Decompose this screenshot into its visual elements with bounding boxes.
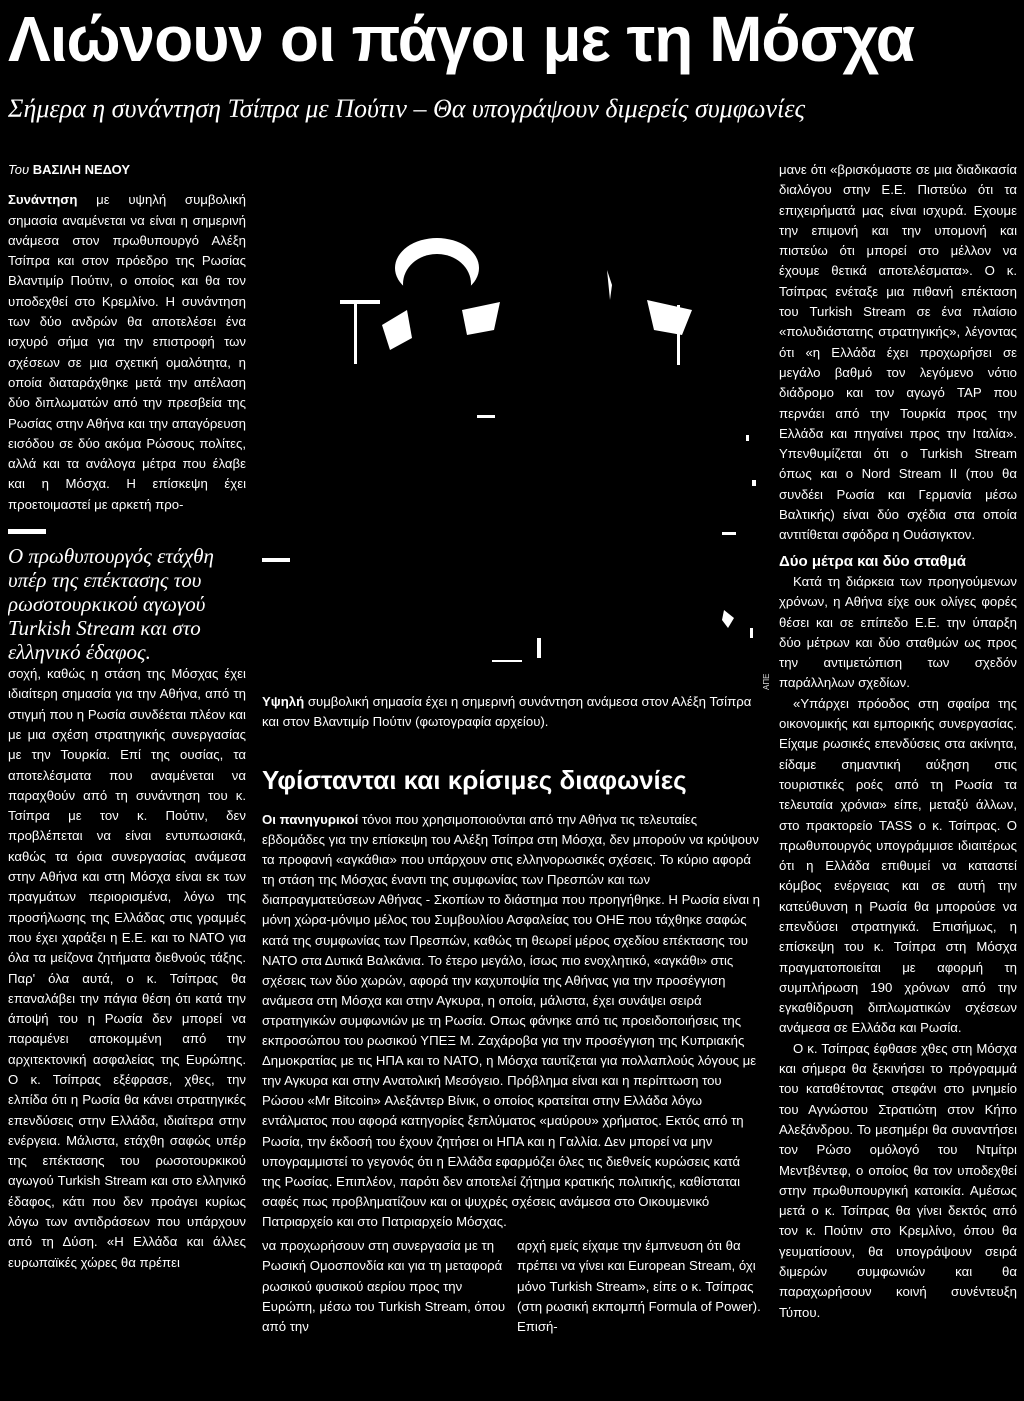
right-paragraph-3: «Υπάρχει πρόοδος στη σφαίρα της οικονομικής και εμπορικής συνεργασίας. Είχαμε ρωσικές επενδύσεις στα ακίνητα, είδαμε σημαντική αύξηση στις τουριστικές ροές από τη Ρωσία τα τελευταία χρόνια» είπε, μεταξύ άλλων, στο πρακτορείο TASS ο κ. Τσίπρας. Ο πρωθυπουργός υπογράμμισε ιδιαιτέρως ότι η Ελλάδα επιθυμεί να καταστεί κόμβος ενέργειας και σε αυτή την κατεύθυνση η Ρωσία θα μπορούσε να επενδύσει στρατηγικά. Επισήμως, η επίσκεψη του κ. Τσίπρα στη Μόσχα πραγματοποιείται με αφορμή τη συμπλήρωση 190 χρόνων από την εγκαθίδρυση διπλωματικών σχέσεων ανάμεσα σε Ελλάδα και Ρωσία. xyxy=(779,695,1017,1036)
photo-credit: ΑΠΕ xyxy=(762,673,771,690)
headline: Λιώνουν οι πάγοι με τη Μόσχα xyxy=(8,3,915,75)
subheadline: Σήμερα η συνάντηση Τσίπρα με Πούτιν – Θα υπογράψουν διμερείς συμφωνίες xyxy=(8,94,806,123)
byline-prefix: Του xyxy=(8,162,30,177)
box-title: Υφίστανται και κρίσιμες διαφωνίες xyxy=(262,765,687,795)
byline xyxy=(8,160,246,180)
left-text-1: με υψηλή συμβολική σημασία αναμένεται να είναι η σημερινή ανάμεσα στον πρωθυπουργό Αλέξη Τσίπρα και στον πρόεδρο της Ρωσίας Βλαντιμίρ Πούτιν, ο οποίος και θα τον υποδεχθεί στο Κρεμλίνο. Η συνάντηση των δύο ανδρών θα αποτελέσει ένα ισχυρό σήμα για την επιστροφή των σχέσεων σε μια σχετική ομαλότητα, η οποία διαταράχθηκε μετά την απέλαση δύο διπλωματών από την πρεσβεία της Ρωσίας στην Αθήνα και την απαγόρευση εισόδου σε δύο ακόμα Ρώσους πολίτες, αλλά και τα ανάλογα μέτρα που έλαβε και η Μόσχα. Η επίσκεψη έχει προετοιμαστεί με αρκετή προ- xyxy=(8,192,246,512)
pull-quote: Ο πρωθυπουργός ετάχθη υπέρ της επέκτασης του ρωσοτουρκικού αγωγού Turkish Stream και στο ελληνικό έδαφος. xyxy=(8,544,214,665)
right-paragraph-2: Κατά τη διάρκεια των προηγούμενων χρόνων, η Αθήνα είχε ουκ ολίγες φορές θέσει και σε επίπεδο Ε.Ε. την ύπαρξη δύο μέτρων και δύο σταθμών ως προς την αντιμετώπιση των σχεδόν παράλληλων σχεδίων. xyxy=(779,573,1017,691)
photo-caption xyxy=(262,692,762,732)
photo-image xyxy=(262,160,762,690)
right-paragraph-4: Ο κ. Τσίπρας έφθασε χθες στη Μόσχα και σήμερα θα ξεκινήσει το πρόγραμμά του καταθέτοντας στεφάνι στο μνημείο του Αγνώστου Στρατιώτη στον Κήπο Αλεξάνδρου. Το μεσημέρι θα συναντήσει τον Ρώσο ομόλογό του Ντμίτρι Μεντβέντεφ, ο οποίος θα τον υποδεχθεί στην πρωθυπουργική κατοικία. Αμέσως μετά ο κ. Τσίπρας θα γίνει δεκτός από τον κ. Πούτιν στο Κρεμλίνο, όπου θα γευματίσουν, θα υπογράψουν σειρά διμερών συμφωνιών και θα παραχωρήσουν κοινή συνέντευξη Τύπου. xyxy=(779,1040,1017,1320)
bottom-column-1: να προχωρήσουν στη συνεργασία με τη Ρωσική Ομοσπονδία και για τη μεταφορά ρωσικού φυσικού αερίου προς την Ευρώπη, μέσω του Turkish Stream, όπου από την xyxy=(262,1238,506,1335)
bottom-column-2: αρχή εμείς είχαμε την έμπνευση ότι θα πρέπει να γίνει και European Stream, όχι μόνο Turkish Stream», είπε ο κ. Τσίπρας (στη ρωσική εκπομπή Formula of Power). Επισή- xyxy=(517,1238,761,1335)
photo xyxy=(262,160,762,690)
box-lead: Οι πανηγυρικοί xyxy=(262,812,359,827)
right-column xyxy=(779,160,1017,1400)
left-paragraph-1 xyxy=(8,190,246,515)
lead-word: Συνάντηση xyxy=(8,192,78,208)
right-subheading: Δύο μέτρα και δύο σταθμά xyxy=(779,552,966,570)
left-column xyxy=(8,160,246,1400)
box-body xyxy=(262,810,762,1230)
pull-quote-rule xyxy=(8,529,46,534)
caption-text: συμβολική σημασία έχει η σημερινή συνάντηση ανάμεσα στον Αλέξη Τσίπρα και στον Βλαντιμίρ Πούτιν (φωτογραφία αρχείου). xyxy=(262,694,752,729)
byline-name: ΒΑΣΙΛΗ ΝΕΔΟΥ xyxy=(32,162,131,177)
box-text: τόνοι που χρησιμοποιούνται από την Αθήνα τις τελευταίες εβδομάδες για την επίσκεψη του Αλέξη Τσίπρα στη Μόσχα, δεν μπορούν να κρύψουν τα προφανή «αγκάθια» που υπάρχουν στις ελληνορωσικές σχέσεις. Το κύριο αφορά τη στάση της Μόσχας έναντι της συμφωνίας των Πρεσπών και των διαπραγματεύσεων Αθήνας - Σκοπίων το διάστημα που προηγήθηκε. Η Ρωσία είναι η μόνη χώρα-μόνιμο μέλος του Συμβουλίου Ασφαλείας του ΟΗΕ που τάχθηκε σαφώς κατά της συμφωνίας των Πρεσπών, καθώς τη θεωρεί μέρος σχεδίου επέκτασης του ΝΑΤΟ στα Δυτικά Βαλκάνια. Το έτερο μεγάλο, ίσως πιο ενοχλητικό, «αγκάθι» στις σχέσεις των δύο χωρών, αφορά την καχυποψία της Αθήνας για την προσέγγιση ανάμεσα στη Μόσχα και στην Αγκυρα, η οποία, μάλιστα, έχει συνάψει σειρά στρατηγικών συμφωνιών με τη Ρωσία. Οπως φάνηκε από τις προειδοποιήσεις της εκπροσώπου του ρωσικού ΥΠΕΞ Μ. Ζαχάροβα για την προσέγγιση της Κυπριακής Δημοκρατίας με τις ΗΠΑ και το ΝΑΤΟ, η Μόσχα ταυτίζεται για πολλαπλούς λόγους με την Αγκυρα και στην Ανατολική Μεσόγειο. Πρόβλημα είναι και η περίπτωση του Ρώσου «Mr Bitcoin» Αλεξάντερ Βίνικ, ο οποίος κρατείται στην Ελλάδα λόγω εντάλματος που αφορά κατηγορίες ξεπλύματος «μαύρου» χρήματος. Εκτός από τη Ρωσία, την έκδοσή του έχουν ζητήσει οι ΗΠΑ και η Γαλλία. Δεν μπορεί να μην υπογραμμιστεί το γεγονός ότι η Ελλάδα εφαρμόζει όλες τις διεθνείς κυρώσεις κατά της Ρωσίας. Επιπλέον, παρότι δεν αποτελεί ζήτημα κρατικής πολιτικής, καθίσταται σαφές πως προβληματίζουν και οι ψυχρές σχέσεις ανάμεσα στο Οικουμενικό Πατριαρχείο και στο Πατριαρχείο Μόσχας. xyxy=(262,812,761,1229)
caption-lead: Υψηλή xyxy=(262,694,305,709)
left-paragraph-2: σοχή, καθώς η στάση της Μόσχας έχει ιδιαίτερη σημασία για την Αθήνα, από τη στιγμή που η Ρωσία συνδέεται πλέον και με μια σχέση στρατηγικής συνεργασίας με την Τουρκία. Επί της ουσίας, τα αποτελέσματα που αναμένεται να παραχθούν από τη συνάντηση του κ. Τσίπρα με τον κ. Πούτιν, δεν προβλέπεται να είναι εντυπωσιακά, καθώς τα όρια συνεργασίας ανάμεσα στην Αθήνα και στη Μόσχα είναι εκ των πραγμάτων περιορισμένα, λόγω της προσήλωσης της Ελλάδας στις γραμμές που έχει χαράξει η Ε.Ε. και το ΝΑΤΟ για όλα τα μείζονα ζητήματα διεθνούς τάξης. Παρ' όλα αυτά, ο κ. Τσίπρας θα επαναλάβει την πάγια θέση ότι κατά την άποψή του η Ρωσία δεν μπορεί να παραμένει αποκομμένη από την αρχιτεκτονική ασφαλείας της Ευρώπης. Ο κ. Τσίπρας εξέφρασε, χθες, την ελπίδα ότι η Ρωσία θα κάνει στρατηγικές επενδύσεις στην Ελλάδα, ιδιαίτερα στην ενέργεια. Μάλιστα, ετάχθη σαφώς υπέρ της επέκτασης του ρωσοτουρκικού αγωγού Turkish Stream και στο ελληνικό έδαφος, κάτι που δεν προάγει κυρίως λόγω των αντιδράσεων που υπάρχουν από τη Δύση. «Η Ελλάδα και άλλες ευρωπαϊκές χώρες θα πρέπει xyxy=(8,666,246,1270)
right-paragraph-1: μανε ότι «βρισκόμαστε σε μια διαδικασία διαλόγου στην Ε.Ε. Πιστεύω ότι τα επιχειρήματά μας είναι ισχυρά. Εχουμε την επιμονή και την υπομονή και πιστεύω ότι μπορεί στο μέλλον να έχουμε θετικά αποτελέσματα». Ο κ. Τσίπρας ενέταξε μια πιθανή επέκταση του Turkish Stream σε ένα πλαίσιο «πολυδιάστατης στρατηγικής», λέγοντας ότι «η Ελλάδα έχει προχωρήσει σε μεγάλο βαθμό τον λεγόμενο νότιο διάδρομο και τον αγωγό TAP που περνάει από την Τουρκία προς την Ελλάδα και πηγαίνει προς την Ιταλία». Υπενθυμίζεται ότι ο Turkish Stream όπως και ο Nord Stream II (που θα συνδέει Ρωσία και Γερμανία μέσω Βαλτικής) είναι δύο σχέδια στα οποία αντιτίθεται σφόδρα η Ουάσιγκτον. xyxy=(779,162,1017,543)
